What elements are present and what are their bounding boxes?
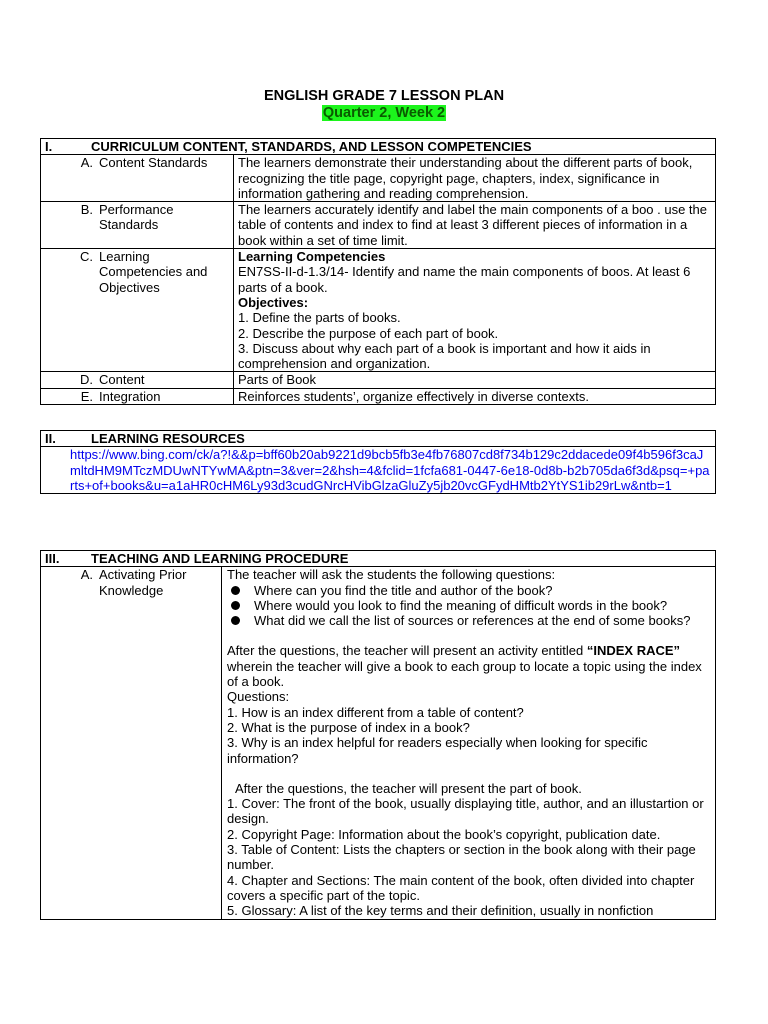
curriculum-table <box>40 138 716 405</box>
section-1-heading: CURRICULUM CONTENT, STANDARDS, AND LESSON COMPETENCIES <box>91 139 532 154</box>
row-letter: A. <box>80 567 93 583</box>
questions-label: Questions: <box>227 689 290 705</box>
parts-intro: After the questions, the teacher will present the part of book. <box>235 780 582 796</box>
objective-item: 2. Describe the purpose of each part of book. <box>238 325 499 341</box>
row-label: Learning Competencies and Objectives <box>99 249 208 295</box>
question-item: 2. What is the purpose of index in a book? <box>227 719 470 735</box>
objective-item: 3. Discuss about why each part of a book is important and how it aids in comprehension and organization. <box>238 340 651 372</box>
question-item: 3. Why is an index helpful for readers especially when looking for specific information? <box>227 735 648 766</box>
section-2-header <box>41 431 716 447</box>
section-3-heading: TEACHING AND LEARNING PROCEDURE <box>91 551 349 566</box>
row-letter: D. <box>80 372 93 388</box>
section-3-header <box>41 551 716 567</box>
section-3-number: III. <box>45 551 60 566</box>
row-integration <box>41 388 716 404</box>
part-item: 4. Chapter and Sections: The main content of the book, often divided into chapter covers a specific part of the topic. <box>227 872 695 903</box>
part-item: 5. Glossary: A list of the key terms and their definition, usually in nonfiction <box>227 903 654 919</box>
row-content-standards <box>41 155 716 202</box>
section-1-number: I. <box>45 139 53 154</box>
section-2-heading: LEARNING RESOURCES <box>91 431 245 446</box>
objective-item: 1. Define the parts of books. <box>238 310 401 326</box>
row-activating-prior-knowledge <box>41 567 716 919</box>
subtitle-highlight: Quarter 2, Week 2 <box>322 105 446 121</box>
part-item: 3. Table of Content: Lists the chapters or section in the book along with their page number. <box>227 842 696 873</box>
content-standards-text: The learners demonstrate their understanding about the different parts of book, recognizing the title page, copyright page, chapters, index, significance in information gathering and reading comprehension. <box>234 155 716 202</box>
list-item: What did we call the list of sources or references at the end of some books? <box>227 613 712 628</box>
section-2-number: II. <box>45 431 56 446</box>
row-label: Content Standards <box>99 155 208 171</box>
activity-post: wherein the teacher will give a book to each group to locate a topic using the index of a book. <box>227 658 702 690</box>
row-performance-standards <box>41 202 716 249</box>
row-letter: A. <box>80 155 93 171</box>
resources-table <box>40 430 716 494</box>
list-item: Where can you find the title and author of the book? <box>227 583 712 598</box>
question-item: 1. How is an index different from a table of content? <box>227 704 524 720</box>
objectives-heading: Objectives: <box>238 294 309 310</box>
row-label: Integration <box>99 388 161 404</box>
row-label: Content <box>99 372 145 388</box>
procedure-table <box>40 550 716 920</box>
part-item: 2. Copyright Page: Information about the book’s copyright, publication date. <box>227 826 661 842</box>
resource-link[interactable]: https://www.bing.com/ck/a?!&&p=bff60b20ab9221d9bcb5fb3e4fb76807cd8f734b129c2ddacede09f4b596f3caJmltdHM9MTczMDUwNTYwMA&ptn=3&ver=2&hsh=4&fclid=1fcfa681-0447-6e18-0d8b-b2b705da6f3d&psq=+parts+of+books&u=a1aHR0cHM6Ly93d3cudGNrcHVibGlzaGluZy5jb20vcGFydHMtb2YtYS1ib29rLw&ntb=1 <box>70 447 710 493</box>
row-learning-competencies <box>41 249 716 372</box>
document-subtitle <box>0 105 768 121</box>
row-label: Activating Prior Knowledge <box>99 567 187 598</box>
list-item: Where would you look to find the meaning of difficult words in the book? <box>227 598 712 613</box>
integration-text: Reinforces students’, organize effectively in diverse contexts. <box>234 388 716 404</box>
competencies-heading: Learning Competencies <box>238 249 386 265</box>
question-list <box>227 583 712 629</box>
section-1-header <box>41 139 716 155</box>
activity-paragraph <box>227 643 712 689</box>
row-letter: B. <box>80 202 93 218</box>
activity-name: “INDEX RACE” <box>586 643 681 659</box>
content-text: Parts of Book <box>234 372 716 388</box>
resource-row <box>41 447 716 494</box>
procedure-intro: The teacher will ask the students the following questions: <box>227 567 556 583</box>
row-content <box>41 372 716 388</box>
performance-standards-text: The learners accurately identify and label the main components of a boo . use the table of contents and index to find at least 3 different pieces of information in a book within a set of time limit. <box>234 202 716 249</box>
competencies-text: EN7SS-II-d-1.3/14- Identify and name the main components of boos. At least 6 parts of a book. <box>238 264 691 295</box>
row-letter: C. <box>80 249 93 265</box>
row-label: Performance Standards <box>99 202 174 233</box>
document-title: ENGLISH GRADE 7 LESSON PLAN <box>263 88 505 104</box>
part-item: 1. Cover: The front of the book, usually displaying title, author, and an illustartion or design. <box>227 796 704 827</box>
activity-pre: After the questions, the teacher will present an activity entitled <box>227 643 587 659</box>
row-letter: E. <box>80 388 93 404</box>
